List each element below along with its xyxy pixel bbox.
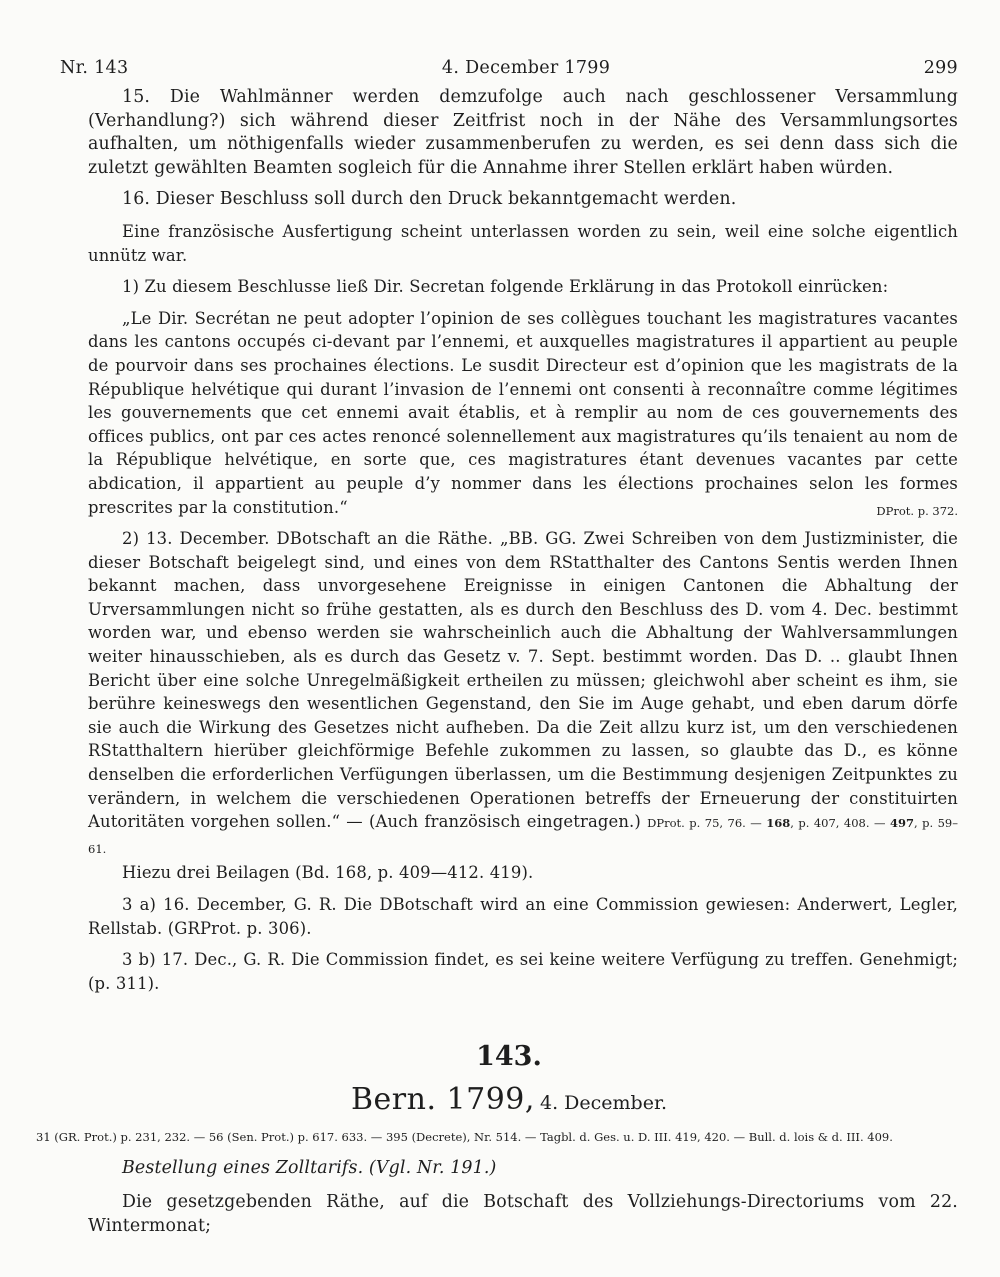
- note-2-ref-part-e: , p. 59–61.: [88, 816, 958, 856]
- note-2-ref-part-d: 497: [889, 816, 914, 831]
- note-2-ref-part-a: DProt. p. 75, 76. —: [647, 816, 767, 831]
- note-1-intro: 1) Zu diesem Beschlusse ließ Dir. Secretan folgende Erklärung in das Protokoll einrücken:: [122, 277, 889, 297]
- note-2: [88, 527, 958, 861]
- running-header: [60, 58, 958, 78]
- paragraph-16: 16. Dieser Beschluss soll durch den Druck bekanntgemacht werden.: [122, 189, 737, 210]
- note-french-version: Eine französische Ausfertigung scheint unterlassen worden zu sein, weil eine solche eigentlich unnütz war.: [88, 221, 958, 265]
- section-dateline: [60, 1082, 958, 1117]
- header-date: 4. December 1799: [441, 58, 611, 78]
- section-opening: Die gesetzgebenden Räthe, auf die Botschaft des Vollziehungs-Directoriums vom 22. Wintermonat;: [88, 1191, 958, 1236]
- note-1-quote: [88, 307, 958, 519]
- note-3a: 3 a) 16. December, G. R. Die DBotschaft wird an eine Commission gewiesen: Anderwert, Legler, Rellstab. (GRProt. p. 306).: [88, 895, 958, 938]
- note-2-ref-part-c: , p. 407, 408. —: [790, 816, 890, 831]
- section-number: 143.: [476, 1041, 542, 1073]
- note-2-beilagen: Hiezu drei Beilagen (Bd. 168, p. 409—412. 419).: [122, 863, 534, 883]
- note-2-ref-part-b: 168: [766, 816, 791, 831]
- note-1-reference: DProt. p. 372.: [876, 503, 958, 518]
- section-place-year: Bern. 1799,: [350, 1082, 535, 1118]
- paragraph-15: 15. Die Wahlmänner werden demzufolge auch nach geschlossener Versammlung (Verhandlung?) sich während dieser Zeitfrist noch in der Nähe des Versammlungsortes aufhalten, um nöthigenfalls wieder zusammenberufen zu werden, es sei denn dass sich die zuletzt gewählten Beamten sogleich für die Annahme ihrer Stellen erklärt haben würden.: [88, 87, 958, 178]
- section-date: 4. December.: [540, 1092, 667, 1115]
- note-2-text: 2) 13. December. DBotschaft an die Räthe. „BB. GG. Zwei Schreiben von dem Justizminister, die dieser Botschaft beigelegt sind, und eines von dem RStatthalter des Cantons Sentis werden Ihnen bekannt machen, dass unvorgesehene Ereignisse in einigen Cantonen die Abhaltung der Urversammlungen nicht so frühe gestatten, als es durch den Beschluss des D. vom 4. Dec. bestimmt worden war, und ebenso werden sie wahrscheinlich auch die Abhaltung der Wahlversammlungen weiter hinausschieben, als es durch das Gesetz v. 7. Sept. bestimmt worden. Das D. .. glaubt Ihnen Bericht über eine solche Unregelmäßigkeit ertheilen zu müssen; gleichwohl aber scheint es ihm, sie berühre keineswegs den wesentlichen Gegenstand, den Sie im Auge gehabt, und eben darum dörfe sie auch die Wirkung des Gesetzes nicht aufheben. Da die Zeit allzu kurz ist, um den verschiedenen RStatthaltern hierüber gleichförmige Befehle zukommen zu lassen, so glaubte das D., es könne denselben die erforderlichen Verfügungen überlassen, um die Bestimmung desjenigen Zeitpunktes zu verändern, in welchem die verschiedenen Operationen betreffs der Erneuerung der constituirten Autoritäten vorgehen sollen.“ — (Auch französisch eingetragen.): [88, 529, 958, 832]
- header-document-number: Nr. 143: [60, 58, 129, 78]
- note-3b: 3 b) 17. Dec., G. R. Die Commission findet, es sei keine weitere Verfügung zu treffen. Genehmigt; (p. 311).: [88, 950, 958, 993]
- section-sources: 31 (GR. Prot.) p. 231, 232. — 56 (Sen. Prot.) p. 617. 633. — 395 (Decrete), Nr. 514. — Tagbl. d. Ges. u. D. III. 419, 420. — Bull. d. lois & d. III. 409.: [36, 1130, 893, 1145]
- note-1-quote-text: „Le Dir. Secrétan ne peut adopter l’opinion de ses collègues touchant les magistratures vacantes dans les cantons occupés ci-devant par l’ennemi, et auxquelles magistratures il appartient au peuple de pourvoir dans ses prochaines élections. Le susdit Directeur est d’opinion que les magistrats de la République helvétique qui durant l’invasion de l’ennemi ont consenti à reconnaître comme légitimes les gouvernements que cet ennemi avait établis, et à remplir au nom de ces gouvernements des offices publics, ont par ces actes renoncé solennellement aux magistratures qu’ils tenaient au nom de la République helvétique, en sorte que, ces magistratures étant devenues vacantes par cette abdication, il appartient au peuple d’y nommer dans les élections prochaines selon les formes prescrites par la constitution.“: [88, 308, 958, 517]
- header-page-number: 299: [923, 58, 958, 78]
- section-title: Bestellung eines Zolltarifs. (Vgl. Nr. 191.): [122, 1158, 497, 1179]
